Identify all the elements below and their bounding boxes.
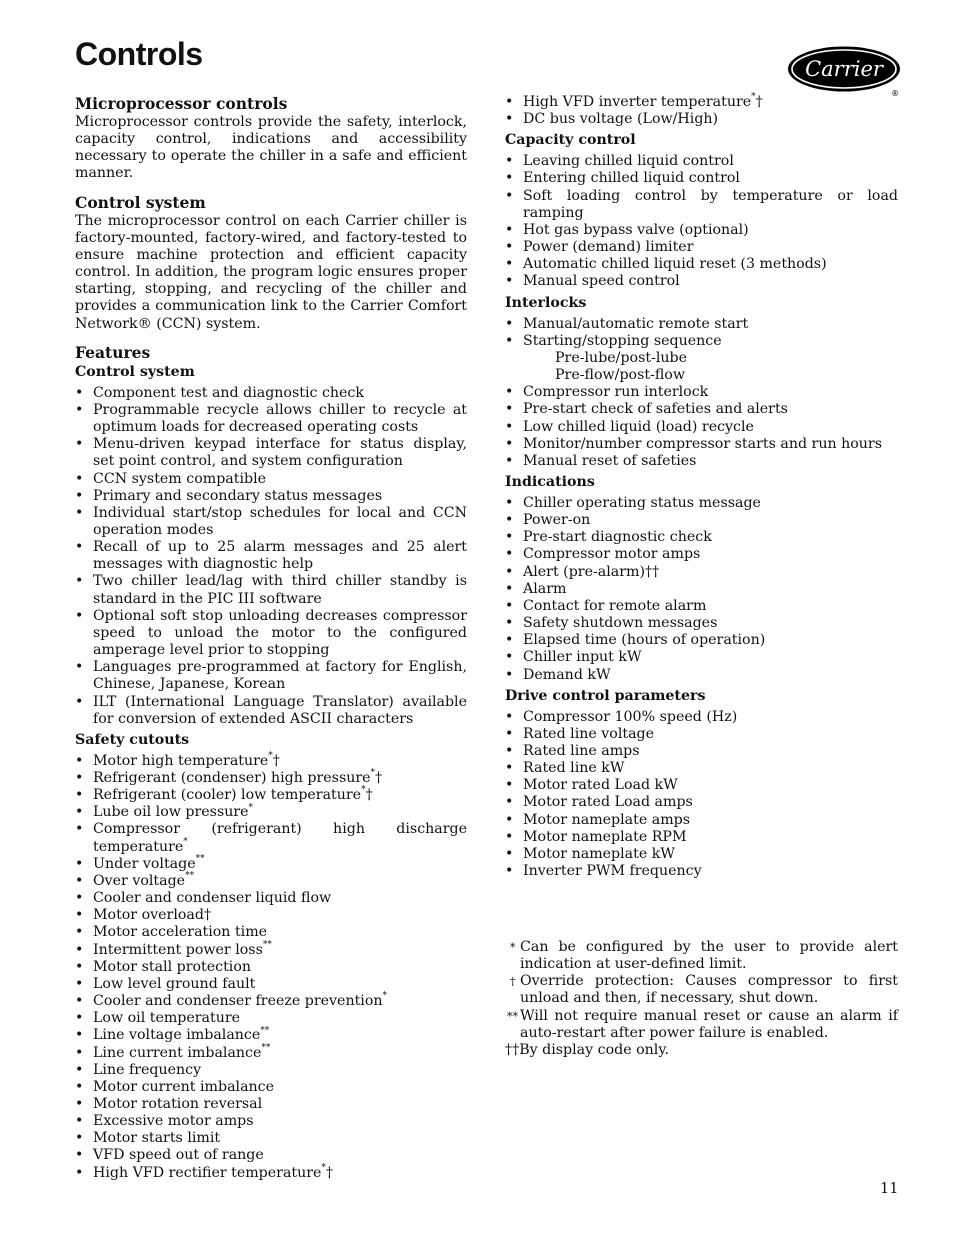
list-item: • Demand kW [505, 667, 898, 684]
control-system-heading: Control system [75, 192, 206, 212]
list-item: • Motor rated Load kW [505, 777, 898, 794]
indications-heading: Indications [505, 473, 595, 490]
list-item: • Intermittent power loss** [75, 942, 467, 959]
list-item: • Primary and secondary status messages [75, 488, 467, 505]
list-item: Pre-flow/post-flow [555, 367, 685, 384]
list-item: • Line current imbalance** [75, 1045, 467, 1062]
list-item: • Starting/stopping sequence [505, 333, 898, 350]
list-item: • Low oil temperature [75, 1010, 467, 1027]
footnote-mark: * [183, 836, 188, 847]
list-item: • Motor rotation reversal [75, 1096, 467, 1113]
safety-cutouts-continued-list [505, 94, 898, 128]
list-item: • Motor nameplate kW [505, 846, 898, 863]
list-item: • Motor nameplate RPM [505, 829, 898, 846]
list-item: • Compressor 100% speed (Hz) [505, 709, 898, 726]
footnotes [505, 939, 898, 1059]
drive-heading: Drive control parameters [505, 687, 706, 704]
list-item: • Elapsed time (hours of operation) [505, 632, 898, 649]
list-item: • Monitor/number compressor starts and run hours [505, 436, 898, 453]
footnote-mark: ** [261, 1042, 271, 1053]
list-item: • Line voltage imbalance** [75, 1027, 467, 1044]
footnote: ††By display code only. [505, 1041, 669, 1058]
safety-cutouts-list [75, 753, 467, 1182]
list-item: • High VFD inverter temperature*† [505, 94, 898, 111]
list-item: • Motor overload† [75, 907, 467, 924]
list-item: • Safety shutdown messages [505, 615, 898, 632]
page-number: 11 [880, 1181, 899, 1197]
footnote-mark: * [361, 785, 366, 796]
features-subheading: Control system [75, 363, 195, 380]
list-item: • Pre-start diagnostic check [505, 529, 898, 546]
list-item: • Power-on [505, 512, 898, 529]
list-item: • Over voltage** [75, 873, 467, 890]
list-item: • Rated line amps [505, 743, 898, 760]
footnote-mark: * [370, 768, 376, 779]
list-item: • Chiller operating status message [505, 495, 898, 512]
list-item: • ILT (International Language Translator) available for conversion of extended ASCII characters [75, 694, 467, 728]
logo-wordmark: Carrier [805, 57, 883, 81]
micro-text: Microprocessor controls provide the safety, interlock, capacity control, indications and accessibility necessary to operate the chiller in a safe and efficient manner. [75, 114, 467, 182]
list-item: • Optional soft stop unloading decreases compressor speed to unload the motor to the configured amperage level prior to stopping [75, 608, 467, 659]
list-item: • Cooler and condenser liquid flow [75, 890, 467, 907]
list-item: • Low level ground fault [75, 976, 467, 993]
footnote: † Override protection: Causes compressor to first unload and then, if necessary, shut down. [510, 973, 898, 1007]
list-item: • VFD speed out of range [75, 1147, 467, 1164]
footnote-mark: ** [262, 939, 272, 950]
list-item: • Two chiller lead/lag with third chiller standby is standard in the PIC III software [75, 573, 467, 607]
capacity-heading: Capacity control [505, 132, 636, 149]
control-system-text: The microprocessor control on each Carrier chiller is factory-mounted, factory-wired, and factory-tested to ensure machine protection and efficient capacity control. In addition, the program logic ensures proper starting, stopping, and recycling of the chiller and provides a communication link to the Carrier Comfort Network® (CCN) system. [75, 212, 467, 332]
list-item: • Cooler and condenser freeze prevention* [75, 993, 467, 1010]
list-item: • Under voltage** [75, 856, 467, 873]
list-item: • Motor rated Load amps [505, 794, 898, 811]
list-item: • Programmable recycle allows chiller to recycle at optimum loads for decreased operating costs [75, 402, 467, 436]
list-item: • DC bus voltage (Low/High) [505, 111, 898, 128]
right-column [505, 94, 898, 883]
list-item: • Line frequency [75, 1062, 467, 1079]
list-item: • Excessive motor amps [75, 1113, 467, 1130]
list-item: • Recall of up to 25 alarm messages and 25 alert messages with diagnostic help [75, 539, 467, 573]
list-item: • Motor acceleration time [75, 924, 467, 941]
list-item: • Automatic chilled liquid reset (3 methods) [505, 256, 898, 273]
interlocks-list [505, 316, 898, 470]
list-item: • Rated line kW [505, 760, 898, 777]
safety-heading: Safety cutouts [75, 731, 190, 748]
list-item: • Chiller input kW [505, 649, 898, 666]
carrier-logo [787, 45, 905, 97]
footnote-mark: ** [185, 871, 195, 882]
registered-mark: ® [891, 89, 899, 97]
drive-control-list [505, 709, 898, 881]
features-list [75, 385, 467, 728]
list-item: • Motor stall protection [75, 959, 467, 976]
list-item: • Contact for remote alarm [505, 598, 898, 615]
list-item: • Manual speed control [505, 273, 898, 290]
footnote: ** Will not require manual reset or cause an alarm if auto-restart after power failure is enabled. [507, 1007, 898, 1041]
list-item: • Compressor (refrigerant) high discharge temperature* [75, 821, 467, 855]
list-item: • Alarm [505, 581, 898, 598]
footnote-mark: * [321, 1162, 326, 1173]
list-item: • Alert (pre-alarm)†† [505, 564, 898, 581]
indications-list [505, 495, 898, 684]
list-item: • Pre-start check of safeties and alerts [505, 401, 898, 418]
list-item: • Lube oil low pressure* [75, 804, 467, 821]
list-item: • Low chilled liquid (load) recycle [505, 419, 898, 436]
footnote-mark: * [268, 751, 273, 762]
list-item: • Menu-driven keypad interface for status display, set point control, and system configuration [75, 436, 467, 470]
list-item: • Motor starts limit [75, 1130, 467, 1147]
list-item: • Refrigerant (condenser) high pressure*† [75, 770, 467, 787]
list-item: • Component test and diagnostic check [75, 385, 467, 402]
list-item: • Motor nameplate amps [505, 812, 898, 829]
page-title: Controls [75, 36, 203, 72]
list-item: • Leaving chilled liquid control [505, 153, 898, 170]
footnote-mark: * [248, 802, 254, 813]
list-item: • Motor high temperature*† [75, 753, 467, 770]
micro-heading: Microprocessor controls [75, 94, 288, 113]
list-item: • Power (demand) limiter [505, 239, 898, 256]
list-item: • Manual reset of safeties [505, 453, 898, 470]
list-item: • Languages pre-programmed at factory for English, Chinese, Japanese, Korean [75, 659, 467, 693]
list-item: • Rated line voltage [505, 726, 898, 743]
list-item: • Manual/automatic remote start [505, 316, 898, 333]
list-item: • Individual start/stop schedules for local and CCN operation modes [75, 505, 467, 539]
list-item: • Motor current imbalance [75, 1079, 467, 1096]
left-column [75, 94, 467, 1185]
list-item: • High VFD rectifier temperature*† [75, 1165, 467, 1182]
footnote-mark: ** [260, 1025, 270, 1036]
list-item: • Inverter PWM frequency [505, 863, 898, 880]
footnote-mark: * [382, 991, 387, 1002]
list-item: • Compressor run interlock [505, 384, 898, 401]
capacity-control-list [505, 153, 898, 290]
footnote-mark: * [751, 92, 756, 103]
list-item: • Compressor motor amps [505, 546, 898, 563]
list-item: • Hot gas bypass valve (optional) [505, 222, 898, 239]
list-item: • Refrigerant (cooler) low temperature*† [75, 787, 467, 804]
interlocks-heading: Interlocks [505, 294, 587, 311]
list-item: • Soft loading control by temperature or load ramping [505, 188, 898, 222]
list-item: Pre-lube/post-lube [555, 349, 688, 366]
features-heading: Features [75, 342, 151, 362]
footnote-mark: ** [195, 854, 205, 865]
list-item: • Entering chilled liquid control [505, 170, 898, 187]
list-item: • CCN system compatible [75, 471, 467, 488]
footnote: * Can be configured by the user to provide alert indication at user-defined limit. [510, 939, 898, 973]
